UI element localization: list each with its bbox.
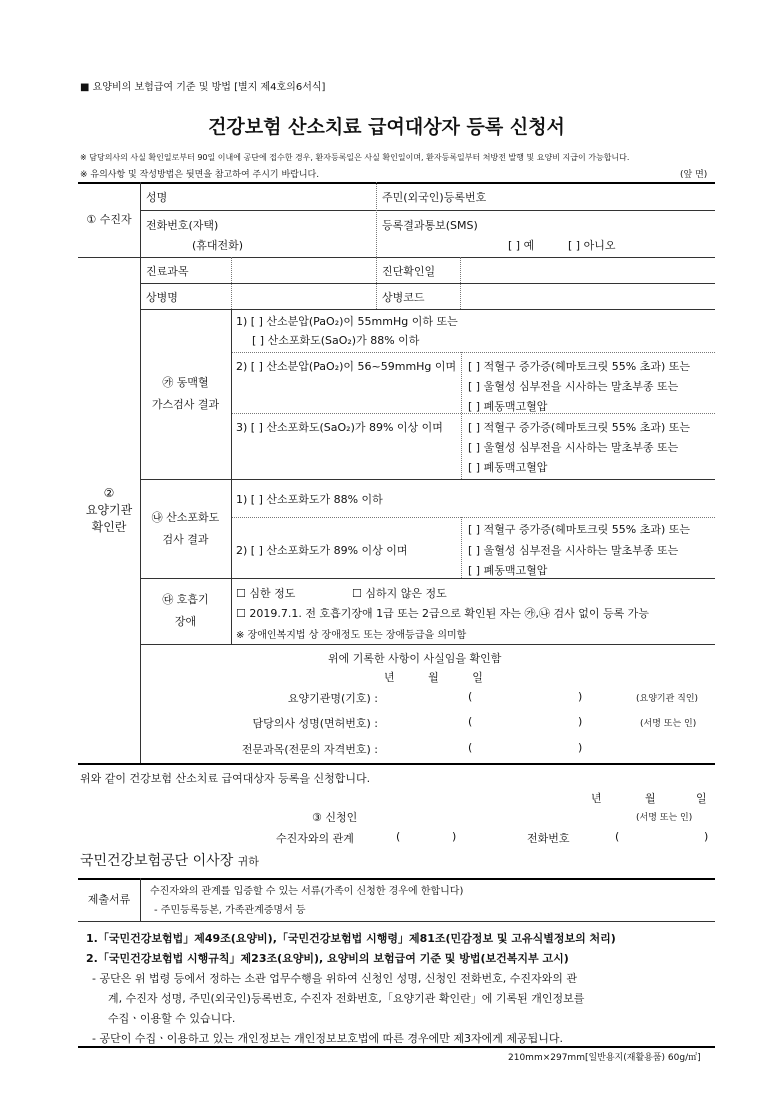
home-phone-label: 전화번호(자택) <box>146 219 219 232</box>
disease-code-label: 상병코드 <box>382 291 425 304</box>
sms-yes-checkbox[interactable]: [ ] 예 <box>508 239 535 252</box>
legal-line-2: 2.「국민건강보험법 시행규칙」제23조(요양비), 요양비의 보험급여 기준 및 방법(보건복지부 고시) <box>86 952 569 965</box>
abg-option-1b[interactable]: [ ] 산소포화도(SaO₂)가 88% 이하 <box>252 334 420 347</box>
spo2-label: ㉯ 산소포화도 검사 결과 <box>151 510 220 546</box>
abg-2-cond-1[interactable]: [ ] 적혈구 증가증(헤마토크릿 55% 초과) 또는 <box>468 360 690 373</box>
sms-no-checkbox[interactable]: [ ] 아니오 <box>568 239 616 252</box>
phone-label: 전화번호 <box>527 832 570 845</box>
divider <box>140 644 715 645</box>
name-label: 성명 <box>146 191 168 204</box>
department-label: 진료과목 <box>146 265 189 278</box>
abg-3-cond-3[interactable]: [ ] 폐동맥고혈압 <box>468 461 548 474</box>
abg-label: ㉮ 동맥혈 가스검사 결과 <box>151 376 220 411</box>
page-title: 건강보험 산소치료 급여대상자 등록 신청서 <box>208 116 565 138</box>
doctor-signature-label[interactable]: (서명 또는 인) <box>640 719 697 729</box>
disability-law-note: ※ 장애인복지법 상 장애정도 또는 장애등급을 의미함 <box>236 630 467 641</box>
footer-line <box>78 1046 715 1048</box>
column-line <box>461 517 462 578</box>
disease-name-label: 상병명 <box>146 291 178 304</box>
column-line <box>461 352 462 479</box>
legal-line-3: - 공단은 위 법령 등에서 정하는 소관 업무수행을 위하여 신청인 성명, 신청인 전화번호, 수진자와의 관 <box>92 972 577 985</box>
legal-line-6: - 공단이 수집ㆍ이용하고 있는 개인정보는 개인정보보호법에 따른 경우에만 제3자에게 제공됩니다. <box>92 1032 563 1045</box>
note-line-1: ※ 담당의사의 사실 확인일로부터 90일 이내에 공단에 접수한 경우, 환자등록일은 사실 확인일이며, 환자등록일부터 처방전 발행 및 요양비 지급이 가능합니다. <box>80 153 630 162</box>
note-line-2: ※ 유의사항 및 작성방법은 뒷면을 참고하여 주시기 바랍니다. <box>80 170 320 180</box>
sms-notify-label: 등록결과통보(SMS) <box>382 219 478 232</box>
institution-label: 요양기관명(기호) : <box>287 692 378 705</box>
abg-3-cond-1[interactable]: [ ] 적혈구 증가증(헤마토크릿 55% 초과) 또는 <box>468 421 690 434</box>
abg-2-cond-2[interactable]: [ ] 울혈성 심부전을 시사하는 말초부종 또는 <box>468 380 679 393</box>
spo2-option-2[interactable]: 2) [ ] 산소포화도가 89% 이상 이며 <box>236 544 408 557</box>
spo2-cond-1[interactable]: [ ] 적혈구 증가증(헤마토크릿 55% 초과) 또는 <box>468 523 690 536</box>
legal-line-5: 수집ㆍ이용할 수 있습니다. <box>108 1012 236 1025</box>
diagnosis-date-label: 진단확인일 <box>382 265 436 278</box>
section-patient-label: ① 수진자 <box>86 213 132 226</box>
column-line <box>231 257 232 309</box>
section-divider <box>78 257 715 258</box>
paren-close: ) <box>452 830 457 843</box>
legal-line-1: 1.「국민건강보험법」제49조(요양비),「국민건강보험법 시행령」제81조(민감정보 및 고유식별정보의 처리) <box>86 932 616 945</box>
applicant-label: ③ 신청인 <box>312 811 358 824</box>
form-top-border <box>78 182 715 184</box>
form-reference: ■ 요양비의 보험급여 기준 및 방법 [별지 제4호의6서식] <box>80 82 326 93</box>
institution-seal-label[interactable]: (요양기관 직인) <box>636 694 699 704</box>
severe-checkbox[interactable]: ☐ 심한 정도 <box>236 587 296 600</box>
spo2-cond-2[interactable]: [ ] 울혈성 심부전을 시사하는 말초부종 또는 <box>468 544 679 557</box>
divider <box>231 352 715 353</box>
doctor-label: 담당의사 성명(면허번호) : <box>252 717 378 730</box>
confirm-date: 년 월 일 <box>384 671 483 684</box>
divider <box>140 283 715 284</box>
paren-close: ) <box>704 830 709 843</box>
confirm-statement: 위에 기록한 사항이 사실임을 확인함 <box>328 652 502 665</box>
relation-label: 수진자와의 관계 <box>276 832 354 845</box>
divider <box>231 517 715 518</box>
abg-option-2[interactable]: 2) [ ] 산소분압(PaO₂)이 56~59mmHg 이며 <box>236 360 457 373</box>
paren-close: ) <box>578 715 583 728</box>
abg-option-3[interactable]: 3) [ ] 산소포화도(SaO₂)가 89% 이상 이며 <box>236 421 443 434</box>
paren-open: ( <box>396 830 401 843</box>
mobile-phone-label: (휴대전화) <box>192 239 244 252</box>
abg-option-1[interactable]: 1) [ ] 산소분압(PaO₂)이 55mmHg 이하 또는 <box>236 315 458 328</box>
paren-open: ( <box>468 741 473 754</box>
divider <box>140 210 715 211</box>
column-line <box>460 257 461 309</box>
submission-line-2: - 주민등록등본, 가족관계증명서 등 <box>154 905 306 916</box>
section-divider <box>78 763 715 765</box>
submission-line-1: 수진자와의 관계를 입증할 수 있는 서류(가족이 신청한 경우에 한합니다) <box>150 886 464 897</box>
page-side-label: (앞 면) <box>680 170 708 180</box>
submission-top <box>78 878 715 880</box>
column-line <box>376 257 377 309</box>
recipient: 국민건강보험공단 이사장 귀하 <box>80 853 259 869</box>
submission-bottom <box>78 921 715 922</box>
column-line <box>231 309 232 644</box>
section-institution-label: ② 요양기관 확인란 <box>85 485 133 534</box>
specialty-label: 전문과목(전문의 자격번호) : <box>241 743 378 756</box>
paren-open: ( <box>468 690 473 703</box>
day-label: 일 <box>696 792 707 805</box>
paren-close: ) <box>578 741 583 754</box>
spo2-cond-3[interactable]: [ ] 폐동맥고혈압 <box>468 564 548 577</box>
paren-open: ( <box>468 715 473 728</box>
legal-line-4: 계, 수진자 성명, 주민(외국인)등록번호, 수진자 전화번호,「요양기관 확인란」에 기록된 개인정보를 <box>108 992 585 1005</box>
pre-2019-checkbox[interactable]: ☐ 2019.7.1. 전 호흡기장애 1급 또는 2급으로 확인된 자는 ㉮,㉯ 검사 없이 등록 가능 <box>236 607 649 620</box>
paren-open: ( <box>615 830 620 843</box>
year-label: 년 <box>591 792 602 805</box>
not-severe-checkbox[interactable]: ☐ 심하지 않은 정도 <box>352 587 447 600</box>
abg-3-cond-2[interactable]: [ ] 울혈성 심부전을 시사하는 말초부종 또는 <box>468 441 679 454</box>
paper-spec: 210mm×297mm[일반용지(재활용품) 60g/㎡] <box>508 1053 701 1063</box>
application-statement: 위와 같이 건강보험 산소치료 급여대상자 등록을 신청합니다. <box>80 772 371 785</box>
spo2-option-1[interactable]: 1) [ ] 산소포화도가 88% 이하 <box>236 493 383 506</box>
month-label: 월 <box>645 792 656 805</box>
resident-number-label: 주민(외국인)등록번호 <box>382 191 487 204</box>
column-line <box>140 878 141 921</box>
column-line <box>376 182 377 257</box>
abg-2-cond-3[interactable]: [ ] 폐동맥고혈압 <box>468 400 548 413</box>
paren-close: ) <box>578 690 583 703</box>
submission-label: 제출서류 <box>87 893 131 906</box>
applicant-signature-label[interactable]: (서명 또는 인) <box>636 813 693 823</box>
respiratory-label: ㉰ 호흡기 장애 <box>162 593 209 628</box>
